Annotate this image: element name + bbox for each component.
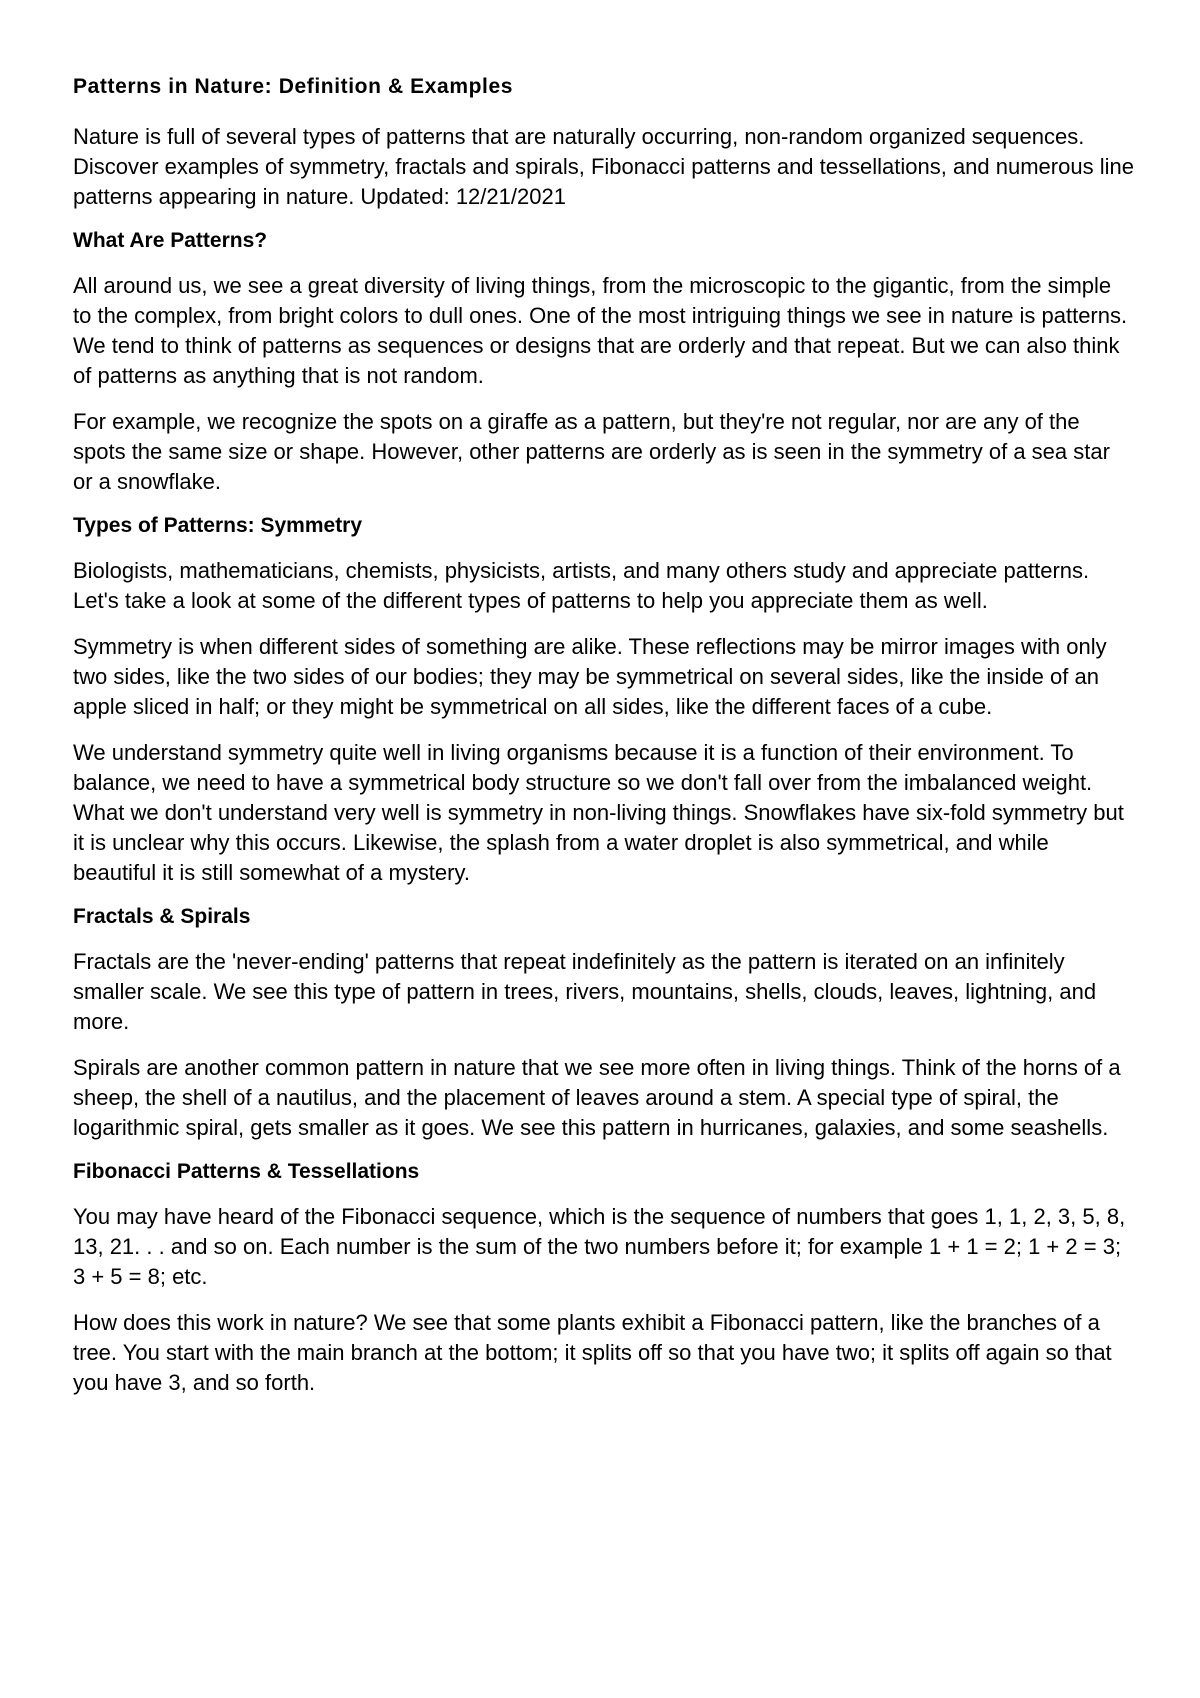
section-heading-what-are-patterns: What Are Patterns? <box>73 229 268 252</box>
paragraph: Fractals are the 'never-ending' patterns that repeat indefinitely as the pattern is iterated on an infinitely smaller scale. We see this type of pattern in trees, rivers, mountains, shells, clouds, leaves, lightning, and more. <box>73 949 1097 1034</box>
paragraph: You may have heard of the Fibonacci sequence, which is the sequence of numbers that goes 1, 1, 2, 3, 5, 8, 13, 21. . . and so on. Each number is the sum of the two numbers before it; for example 1 + 1 = 2; 1 + 2 = 3; 3 + 5 = 8; etc. <box>73 1204 1126 1289</box>
intro-paragraph: Nature is full of several types of patterns that are naturally occurring, non-random organized sequences. Discover examples of symmetry, fractals and spirals, Fibonacci patterns and tessellations, and numerous line patterns appearing in nature. Updated: 12/21/2021 <box>73 124 1134 209</box>
paragraph: Symmetry is when different sides of something are alike. These reflections may be mirror images with only two sides, like the two sides of our bodies; they may be symmetrical on several sides, like the inside of an apple sliced in half; or they might be symmetrical on all sides, like the different faces of a cube. <box>73 634 1107 719</box>
paragraph: We understand symmetry quite well in living organisms because it is a function of their environment. To balance, we need to have a symmetrical body structure so we don't fall over from the imbalanced weight. What we don't understand very well is symmetry in non-living things. Snowflakes have six-fold symmetry but it is unclear why this occurs. Likewise, the splash from a water droplet is also symmetrical, and while beautiful it is still somewhat of a mystery. <box>73 740 1124 885</box>
section-heading-fractals-spirals: Fractals & Spirals <box>73 905 251 928</box>
paragraph: All around us, we see a great diversity of living things, from the microscopic to the gigantic, from the simple to the complex, from bright colors to dull ones. One of the most intriguing things we see in nature is patterns. We tend to think of patterns as sequences or designs that are orderly and that repeat. But we can also think of patterns as anything that is not random. <box>73 273 1128 388</box>
section-heading-fibonacci: Fibonacci Patterns & Tessellations <box>73 1160 420 1183</box>
page-title: Patterns in Nature: Definition & Examples <box>73 75 514 98</box>
paragraph: Biologists, mathematicians, chemists, physicists, artists, and many others study and appreciate patterns. Let's take a look at some of the different types of patterns to help you appreciate them as well. <box>73 558 1090 613</box>
paragraph: Spirals are another common pattern in nature that we see more often in living things. Think of the horns of a sheep, the shell of a nautilus, and the placement of leaves around a stem. A special type of spiral, the logarithmic spiral, gets smaller as it goes. We see this pattern in hurricanes, galaxies, and some seashells. <box>73 1055 1121 1140</box>
document-page <box>73 74 1135 1414</box>
section-heading-symmetry: Types of Patterns: Symmetry <box>73 514 363 537</box>
paragraph: For example, we recognize the spots on a giraffe as a pattern, but they're not regular, nor are any of the spots the same size or shape. However, other patterns are orderly as is seen in the symmetry of a sea star or a snowflake. <box>73 409 1110 494</box>
paragraph: How does this work in nature? We see that some plants exhibit a Fibonacci pattern, like the branches of a tree. You start with the main branch at the bottom; it splits off so that you have two; it splits off again so that you have 3, and so forth. <box>73 1310 1112 1395</box>
